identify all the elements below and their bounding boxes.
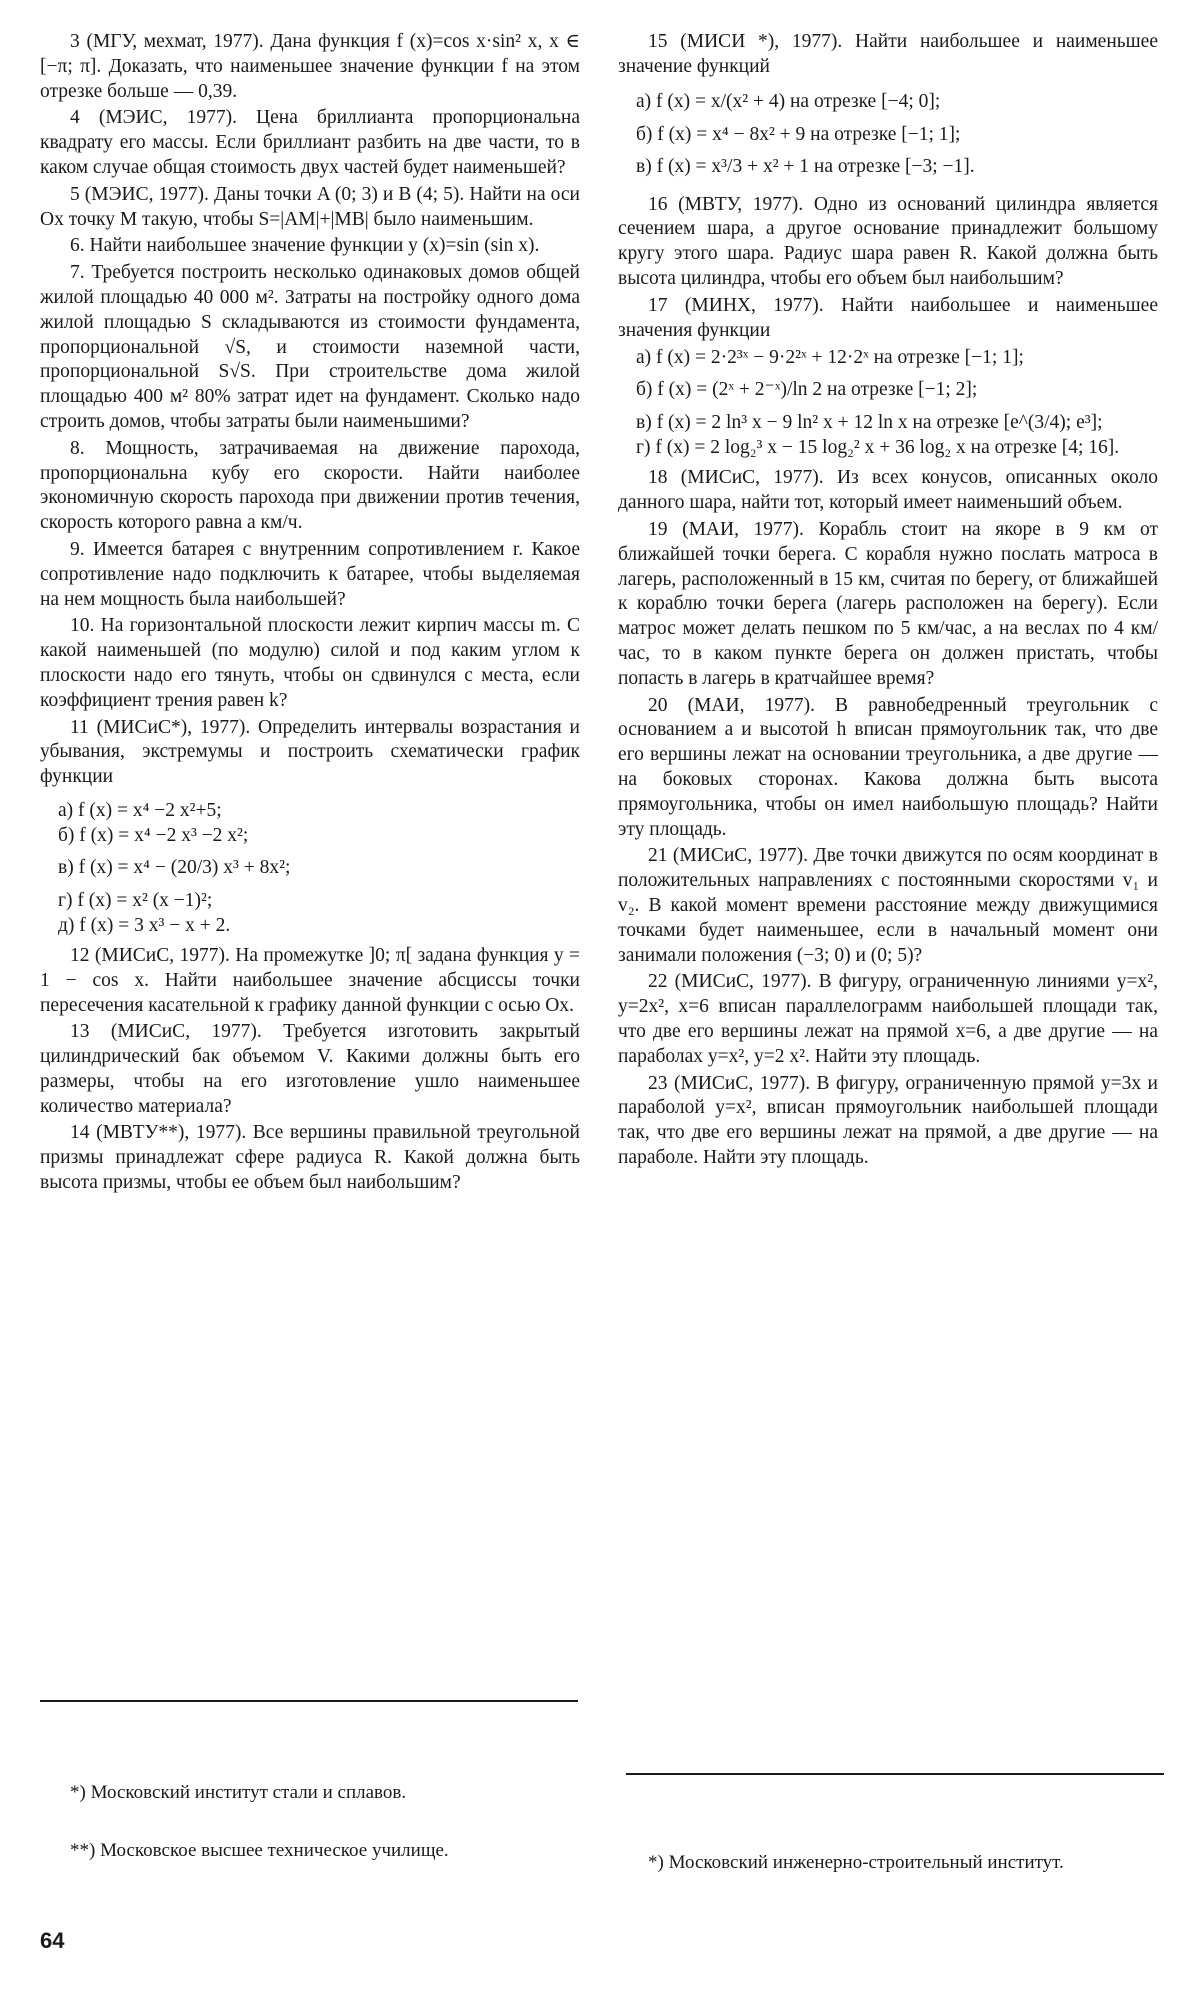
problem-17-a: а) f (x) = 2·2³ˣ − 9·2²ˣ + 12·2ˣ на отрезке [−1; 1]; [636, 347, 1024, 369]
problem-6: 6. Найти наибольшее значение функции y (x)=sin (sin x). [70, 235, 540, 257]
problem-5: 5 (МЭИС, 1977). Даны точки A (0; 3) и B (4; 5). Найти на оси Ox точку M такую, чтобы S=|AM|+|MB| было наименьшим. [40, 183, 580, 230]
problem-18: 18 (МИСиС, 1977). Из всех конусов, описанных около данного шара, найти тот, который имеет наименьший объем. [618, 467, 1158, 514]
problem-17-b: б) f (x) = (2ˣ + 2⁻ˣ)/ln 2 на отрезке [−1; 2]; [636, 379, 978, 401]
problem-13: 13 (МИСиС, 1977). Требуется изготовить закрытый цилиндрический бак объемом V. Какими должны быть его размеры, чтобы на его изготовление ушло наименьшее количество материала? [40, 1021, 580, 1117]
problem-17: 17 (МИНХ, 1977). Найти наибольшее и наименьшее значения функции [618, 294, 1158, 341]
footnote-divider-left [40, 1700, 578, 1702]
problem-11-d: г) f (x) = x² (x −1)²; [58, 889, 213, 911]
footnote-left-1: *) Московский институт стали и сплавов. [70, 1782, 407, 1803]
problem-7: 7. Требуется построить несколько одинаковых домов общей жилой площадью 40 000 м². Затраты на постройку одного дома жилой площадью S складываются из стоимости фундамента, пропорциональной √S, и стоимости наземной части, пропорциональной S√S. При строительстве дома жилой площадью 400 м² 80% затрат идет на фундамент. Сколько надо строить домов, чтобы затраты были наименьшими? [40, 262, 580, 432]
problem-20: 20 (МАИ, 1977). В равнобедренный треугольник с основанием a и высотой h вписан прямоугольник так, что две его вершины лежат на основании треугольника, а две другие — на боковых сторонах. Какова должна быть высота прямоугольника, чтобы он имел наибольшую площадь? Найти эту площадь. [618, 694, 1158, 840]
problem-12: 12 (МИСиС, 1977). На промежутке ]0; π[ задана функция y = 1 − cos x. Найти наибольшее значение абсциссы точки пересечения касательной к графику данной функции с осью Ox. [40, 944, 580, 1016]
left-column [40, 30, 580, 1198]
problem-9: 9. Имеется батарея с внутренним сопротивлением r. Какое сопротивление надо подключить к батарее, чтобы выделяемая на нем мощность была наибольшей? [40, 538, 580, 610]
page-number: 64 [40, 1928, 65, 1953]
problem-23: 23 (МИСиС, 1977). В фигуру, ограниченную прямой y=3x и параболой y=x², вписан прямоугольник наибольшей площади так, что две его вершины лежат на прямой, а две другие — на параболе. Найти эту площадь. [618, 1072, 1158, 1168]
problem-10: 10. На горизонтальной плоскости лежит кирпич массы m. С какой наименьшей (по модулю) силой и под каким углом к плоскости надо его тянуть, чтобы он сдвинулся с места, если коэффициент трения равен k? [40, 615, 580, 711]
footnote-left-2: **) Московское высшее техническое училище. [70, 1840, 449, 1861]
problem-21: 21 (МИСиС, 1977). Две точки движутся по осям координат в положительных направлениях с постоянными скоростями v₁ и v₂. В какой момент времени расстояние между движущимися точками будет наименьшее, если в начальный момент они занимали положения (−3; 0) и (0; 5)? [618, 845, 1158, 966]
problem-17-c: в) f (x) = 2 ln³ x − 9 ln² x + 12 ln x на отрезке [e^(3/4); e³]; [636, 412, 1103, 434]
problem-22: 22 (МИСиС, 1977). В фигуру, ограниченную линиями y=x², y=2x², x=6 вписан параллелограмм наибольшей площади так, что две его вершины лежат на прямой x=6, а две другие — на параболах y=x², y=2 x². Найти эту площадь. [618, 971, 1158, 1067]
footnote-right-1: *) Московский инженерно-строительный институт. [648, 1852, 1064, 1873]
problem-15-c: в) f (x) = x³/3 + x² + 1 на отрезке [−3; −1]. [636, 155, 975, 177]
problem-16: 16 (МВТУ, 1977). Одно из оснований цилиндра является сечением шара, а другое основание принадлежит большому кругу этого шара. Радиус шара равен R. Какой должна быть высота цилиндра, чтобы его объем был наибольшим? [618, 193, 1158, 289]
problem-17-d: г) f (x) = 2 log₂³ x − 15 log₂² x + 36 log₂ x на отрезке [4; 16]. [636, 437, 1120, 459]
problem-15-b: б) f (x) = x⁴ − 8x² + 9 на отрезке [−1; 1]; [636, 123, 961, 145]
problem-4: 4 (МЭИС, 1977). Цена бриллианта пропорциональна квадрату его массы. Если бриллиант разбить на две части, то в каком случае общая стоимость двух частей будет наименьшей? [40, 107, 580, 178]
problem-3: 3 (МГУ, мехмат, 1977). Дана функция f (x)=cos x·sin² x, x ∈ [−π; π]. Доказать, что наименьшее значение функции f на этом отрезке больше — 0,39. [40, 31, 580, 102]
problem-11-e: д) f (x) = 3 x³ − x + 2. [58, 914, 231, 936]
problem-11-b: б) f (x) = x⁴ −2 x³ −2 x²; [58, 824, 249, 846]
footnote-divider-right [626, 1773, 1164, 1775]
problem-19: 19 (МАИ, 1977). Корабль стоит на якоре в 9 км от ближайшей точки берега. С корабля нужно послать матроса в лагерь, расположенный в 15 км, считая по берегу, от ближайшей к кораблю точки берега (лагерь расположен на берегу). Если матрос может делать пешком по 5 км/час, а на веслах по 4 км/час, то в каком пункте берега он должен пристать, чтобы попасть в лагерь в кратчайшее время? [618, 518, 1158, 689]
problem-15-a: а) f (x) = x/(x² + 4) на отрезке [−4; 0]; [636, 90, 941, 112]
right-column [618, 30, 1158, 1173]
problem-11-a: а) f (x) = x⁴ −2 x²+5; [58, 799, 222, 821]
problem-15: 15 (МИСИ *), 1977). Найти наибольшее и наименьшее значение функций [618, 31, 1158, 77]
problem-14: 14 (МВТУ**), 1977). Все вершины правильной треугольной призмы принадлежат сфере радиуса R. Какой должна быть высота призмы, чтобы ее объем был наибольшим? [40, 1122, 580, 1194]
problem-11: 11 (МИСиС*), 1977). Определить интервалы возрастания и убывания, экстремумы и построить схематически график функции [40, 716, 580, 788]
problem-11-c: в) f (x) = x⁴ − (20/3) x³ + 8x²; [58, 856, 291, 878]
problem-8: 8. Мощность, затрачиваемая на движение парохода, пропорциональна кубу его скорости. Найти наиболее экономичную скорость парохода при движении против течения, скорость которого равна a км/ч. [40, 437, 580, 534]
